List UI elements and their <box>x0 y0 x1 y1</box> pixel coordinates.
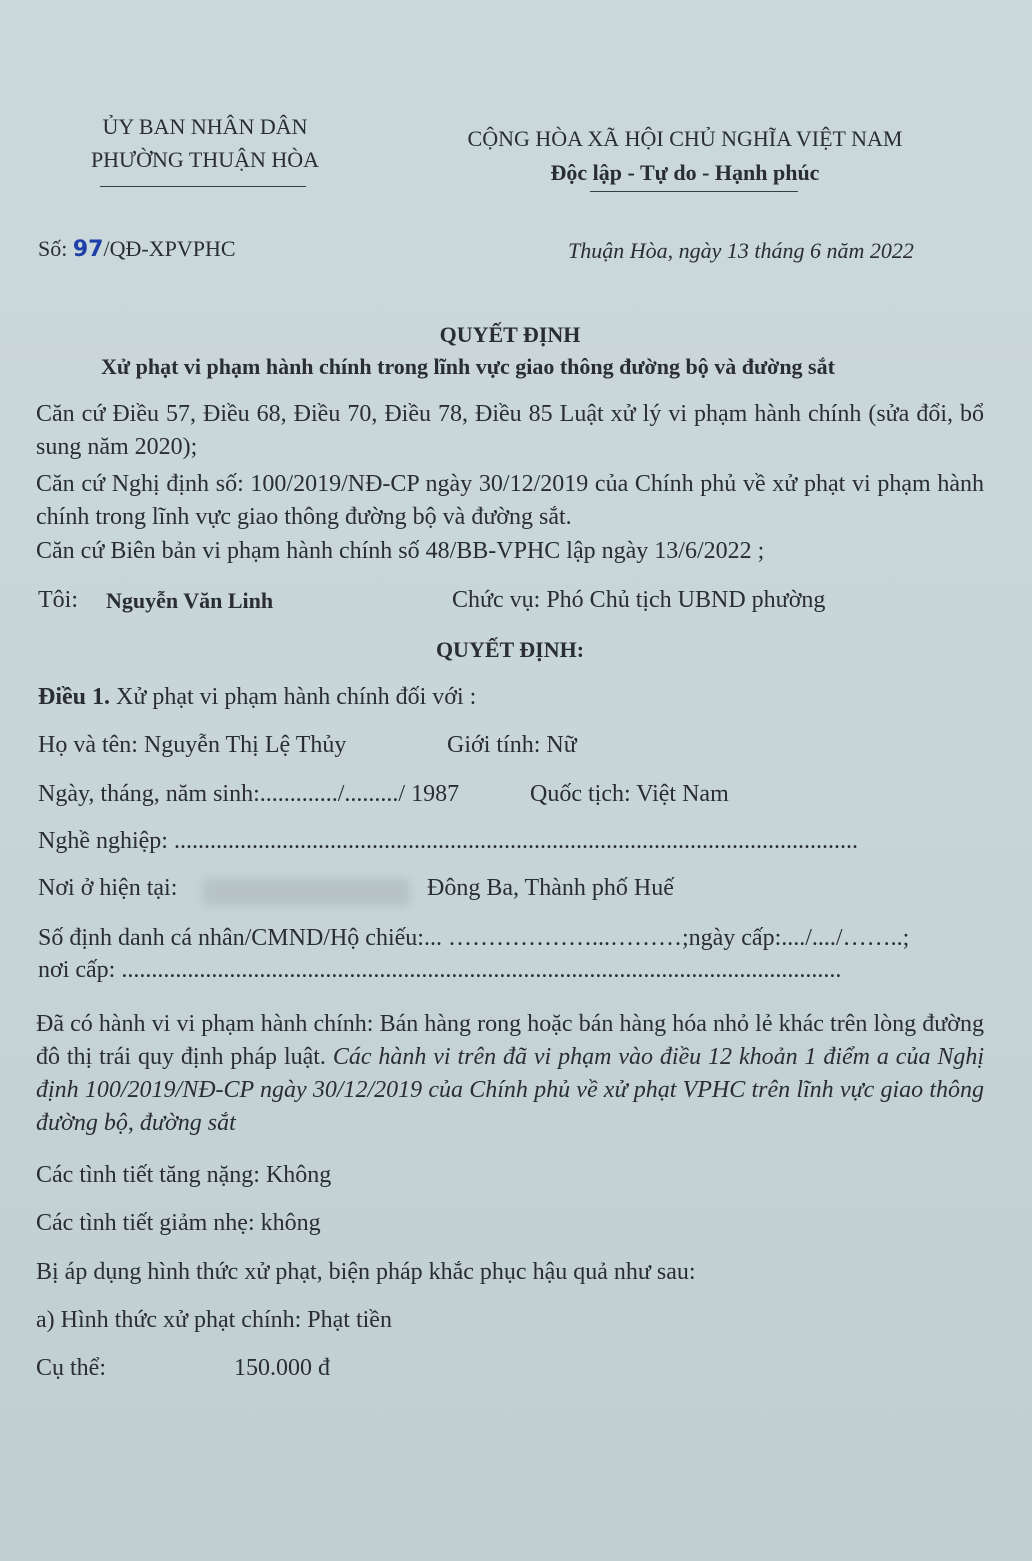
org-name-line2: PHƯỜNG THUẬN HÒA <box>90 147 320 172</box>
org-underline <box>100 186 306 187</box>
legal-basis-3: Căn cứ Biên bản vi phạm hành chính số 48/BB-VPHC lập ngày 13/6/2022 ; <box>36 538 765 564</box>
official-position: Chức vụ: Phó Chủ tịch UBND phường <box>452 587 826 613</box>
motto-underline <box>590 191 798 192</box>
applied-measures: Bị áp dụng hình thức xử phạt, biện pháp khắc phục hậu quả như sau: <box>36 1259 696 1285</box>
document-title: QUYẾT ĐỊNH <box>439 322 581 347</box>
redacted-address <box>202 878 410 906</box>
official-label: Tôi: <box>38 587 78 613</box>
official-name: Nguyễn Văn Linh <box>106 588 274 613</box>
violation-paragraph <box>36 1008 984 1140</box>
decision-number-handwritten: 97 <box>72 237 104 262</box>
violation-text: Đã có hành vi vi phạm hành chính: Bán hàng rong hoặc bán hàng hóa nhỏ lẻ khác trên lòng đường đô thị trái quy định pháp luật. <box>36 1011 984 1070</box>
mitigating-circumstances: Các tình tiết giảm nhẹ: không <box>36 1210 321 1236</box>
violation-legal-reference: Các hành vi trên đã vi phạm vào điều 12 khoản 1 điểm a của Nghị định 100/2019/NĐ-CP ngày 30/12/2019 của Chính phủ về xử phạt VPHC trên lĩnh vực giao thông đường bộ, đường sắt <box>36 1044 985 1136</box>
article-1-label: Điều 1. <box>38 684 110 710</box>
person-id-issued-at: nơi cấp: ........................................................................................................................ <box>38 957 842 983</box>
person-gender: Giới tính: Nữ <box>447 732 577 758</box>
nation-title: CỘNG HÒA XÃ HỘI CHỦ NGHĨA VIỆT NAM <box>467 126 903 151</box>
person-id: Số định danh cá nhân/CMND/Hộ chiếu:... ………………...………;ngày cấp:..../..../……..; <box>38 925 910 951</box>
aggravating-circumstances: Các tình tiết tăng nặng: Không <box>36 1162 332 1188</box>
address-value: Đông Ba, Thành phố Huế <box>427 875 674 901</box>
article-1-text: Xử phạt vi phạm hành chính đối với : <box>110 684 477 710</box>
decision-number <box>38 236 236 262</box>
org-name-line1: ỦY BAN NHÂN DÂN <box>102 114 308 139</box>
person-name: Họ và tên: Nguyễn Thị Lệ Thủy <box>38 732 347 758</box>
amount-label: Cụ thể: <box>36 1355 106 1381</box>
address-label: Nơi ở hiện tại: <box>38 875 178 901</box>
amount-value: 150.000 đ <box>234 1355 330 1381</box>
person-dob: Ngày, tháng, năm sinh:............./........./ 1987 <box>38 781 460 807</box>
legal-basis-1: Căn cứ Điều 57, Điều 68, Điều 70, Điều 78, Điều 85 Luật xử lý vi phạm hành chính (sửa đổi, bổ sung năm 2020); <box>36 401 984 460</box>
article-1 <box>38 684 476 711</box>
nation-motto: Độc lập - Tự do - Hạnh phúc <box>550 160 820 185</box>
person-job: Nghề nghiệp: .................................................................................................................. <box>38 828 858 854</box>
place-date: Thuận Hòa, ngày 13 tháng 6 năm 2022 <box>568 238 914 263</box>
document-subtitle: Xử phạt vi phạm hành chính trong lĩnh vực giao thông đường bộ và đường sắt <box>101 354 835 379</box>
decision-number-suffix: /QĐ-XPVPHC <box>103 236 236 261</box>
legal-basis-2: Căn cứ Nghị định số: 100/2019/NĐ-CP ngày 30/12/2019 của Chính phủ về xử phạt vi phạm hành chính trong lĩnh vực giao thông đường bộ và đường sắt. <box>36 471 984 530</box>
decision-heading: QUYẾT ĐỊNH: <box>435 637 585 662</box>
decision-number-prefix: Số: <box>38 236 73 261</box>
main-penalty: a) Hình thức xử phạt chính: Phạt tiền <box>36 1307 392 1333</box>
person-nationality: Quốc tịch: Việt Nam <box>530 781 729 807</box>
